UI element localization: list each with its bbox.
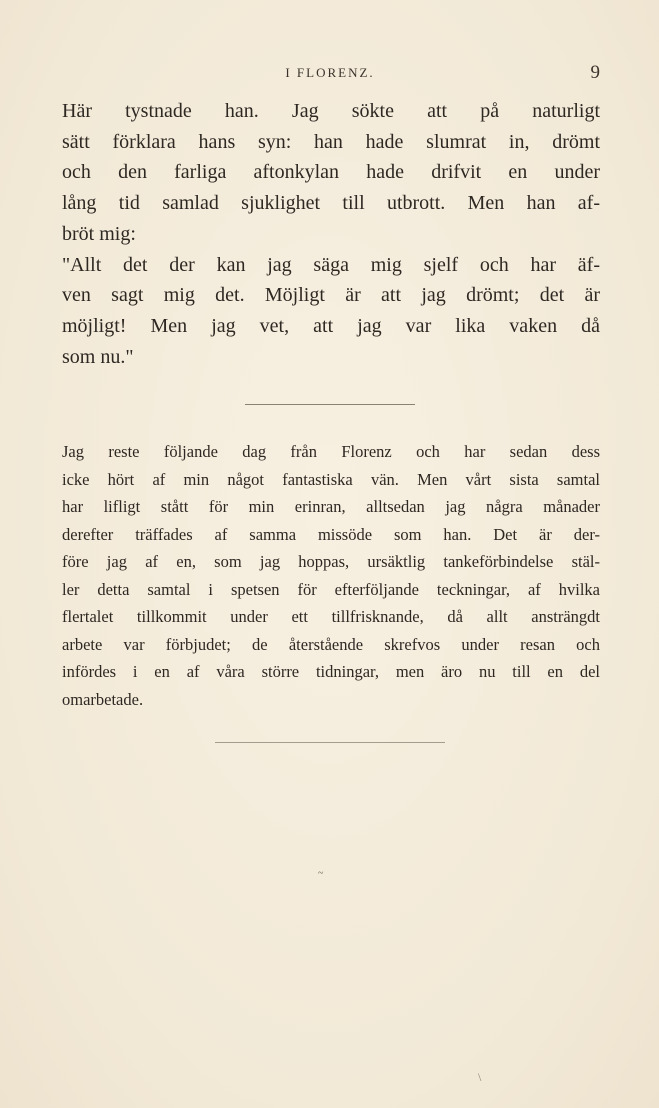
body-line: bröt mig: bbox=[62, 222, 136, 245]
note-line: flertalet tillkommit under ett tillfrisknande, då allt ansträngdt bbox=[62, 607, 600, 626]
note-line: icke hört af min något fantastiska vän. Men vårt sista samtal bbox=[62, 469, 600, 489]
running-head: I FLORENZ. bbox=[285, 65, 375, 80]
body-line: och den farliga aftonkylan hade drifvit en under bbox=[62, 161, 600, 184]
note-line: infördes i en af våra större tidningar, men äro nu till en del bbox=[62, 662, 600, 681]
body-line: som nu." bbox=[62, 345, 134, 368]
body-line: sätt förklara hans syn: han hade slumrat in, drömt bbox=[62, 130, 600, 153]
body-line: Här tystnade han. Jag sökte att på naturligt bbox=[62, 100, 600, 122]
body-line: ven sagt mig det. Möjligt är att jag drömt; det är bbox=[62, 284, 600, 307]
note-line: före jag af en, som jag hoppas, ursäktlig tankeförbindelse stäl- bbox=[62, 552, 600, 571]
page-header bbox=[60, 62, 600, 84]
main-paragraph bbox=[62, 96, 600, 372]
body-line: möjligt! Men jag vet, att jag var lika vaken då bbox=[62, 314, 600, 337]
note-line: har lifligt stått för min erinran, alltsedan jag några månader bbox=[62, 497, 600, 516]
note-line: derefter träffades af samma missöde som han. Det är der- bbox=[62, 524, 600, 544]
section-divider bbox=[245, 404, 415, 405]
note-line: Jag reste följande dag från Florenz och har sedan dess bbox=[62, 442, 600, 461]
body-line: "Allt det der kan jag säga mig sjelf och har äf- bbox=[62, 253, 600, 276]
note-line: ler detta samtal i spetsen för efterföljande teckningar, af hvilka bbox=[62, 579, 600, 599]
note-line: omarbetade. bbox=[62, 689, 144, 709]
afterword-paragraph bbox=[62, 438, 600, 713]
end-divider bbox=[215, 742, 445, 743]
note-line: arbete var förbjudet; de återstående skrefvos under resan och bbox=[62, 634, 600, 654]
body-line: lång tid samlad sjuklighet till utbrott. Men han af- bbox=[62, 192, 600, 215]
page-number: 9 bbox=[590, 62, 600, 83]
printer-mark: ~ bbox=[318, 868, 324, 879]
corner-mark: \ bbox=[478, 1070, 482, 1084]
